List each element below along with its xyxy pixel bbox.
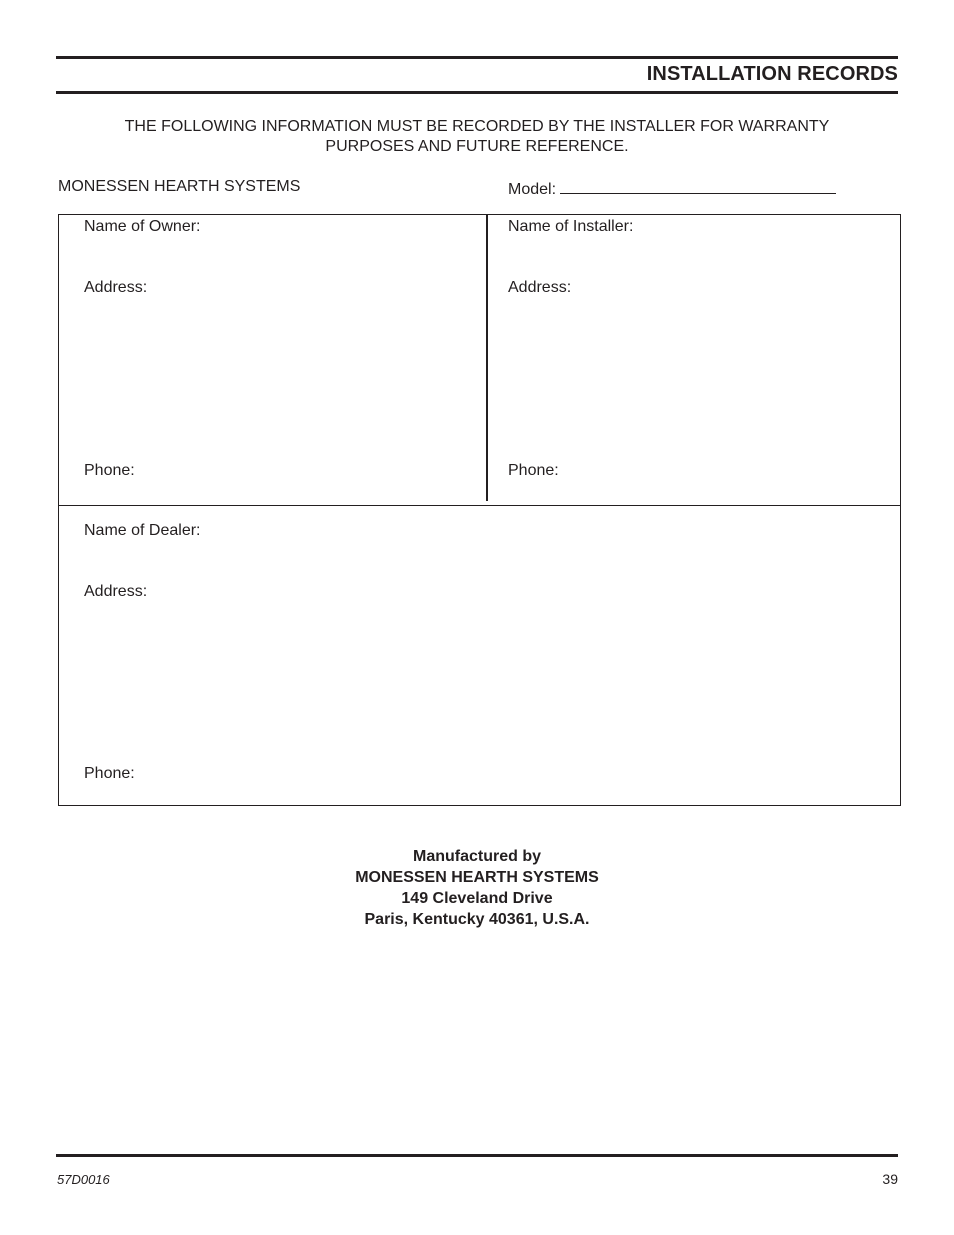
owner-address-label: Address: [84,279,148,296]
manufacturer-line-4: Paris, Kentucky 40361, U.S.A. [364,911,590,928]
manufacturer-line-3: 149 Cleveland Drive [401,890,553,907]
document-code: 57D0016 [57,1172,110,1187]
dealer-box [58,505,901,806]
manufacturer-block [56,846,898,930]
owner-name-label: Name of Owner: [84,218,201,235]
brand-label: MONESSEN HEARTH SYSTEMS [58,178,301,195]
owner-phone-label: Phone: [84,462,135,479]
manufacturer-line-1: Manufactured by [412,848,541,865]
owner-installer-divider [486,214,488,501]
installer-phone-label: Phone: [508,462,559,479]
page-title: INSTALLATION RECORDS [646,63,898,85]
model-blank-line[interactable] [560,178,836,194]
installer-name-label: Name of Installer: [508,218,634,235]
manufacturer-line-2: MONESSEN HEARTH SYSTEMS [355,869,599,886]
header-rule-bottom [56,91,898,94]
intro-text [56,117,898,157]
intro-line-2: PURPOSES AND FUTURE REFERENCE. [325,138,629,155]
owner-installer-box [58,214,901,506]
dealer-address-label: Address: [84,583,148,600]
model-field[interactable] [508,178,836,199]
page-number: 39 [882,1171,898,1187]
header-rule-top [56,56,898,59]
model-label: Model: [508,181,557,198]
dealer-name-label: Name of Dealer: [84,522,201,539]
dealer-phone-label: Phone: [84,765,135,782]
footer-rule [56,1154,898,1157]
installer-address-label: Address: [508,279,572,296]
intro-line-1: THE FOLLOWING INFORMATION MUST BE RECORDED BY THE INSTALLER FOR WARRANTY [124,118,830,135]
